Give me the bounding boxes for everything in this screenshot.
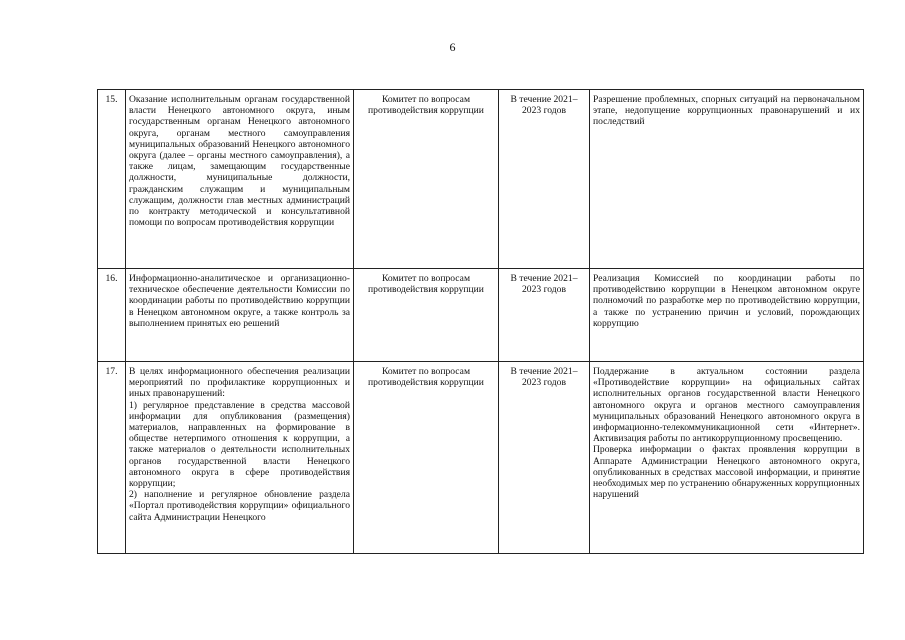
measure-item: 1) регулярное представление в средства массовой информации для опубликования (размещения) материалов, направленных на формирование в обществе нетерпимого отношения к коррупции, а также материалов о деятельности исполнительных органов государственной власти Ненецкого автономного округа в сфере противодействия коррупции; bbox=[129, 399, 350, 490]
result-paragraph: Поддержание в актуальном состоянии раздела «Противодействие коррупции» на официальных сайтах исполнительных органов государственной власти Ненецкого автономного округа и органов местного самоуправления муниципальных образований Ненецкого автономного округа в информационно-телекоммуникационной сети «Интернет». Активизация работы по антикоррупционному просвещению. bbox=[593, 366, 860, 445]
term-cell: В течение 2021–2023 годов bbox=[499, 269, 590, 362]
result-cell bbox=[590, 362, 864, 554]
table-row bbox=[98, 269, 864, 362]
row-number: 16. bbox=[98, 269, 126, 362]
responsible-cell: Комитет по вопросам противодействия коррупции bbox=[354, 90, 499, 269]
result-paragraph: Проверка информации о фактах проявления коррупции в Аппарате Администрации Ненецкого автономного округа, опубликованных в средствах массовой информации, и принятие необходимых мер по устранению обнаруженных коррупционных нарушений bbox=[593, 444, 860, 501]
responsible-cell: Комитет по вопросам противодействия коррупции bbox=[354, 362, 499, 554]
measure-intro: В целях информационного обеспечения реализации мероприятий по профилактике коррупционных и иных правонарушений: bbox=[129, 366, 350, 400]
table-row bbox=[98, 90, 864, 269]
responsible-cell: Комитет по вопросам противодействия коррупции bbox=[354, 269, 499, 362]
measure-cell bbox=[126, 362, 354, 554]
measure-item: 2) наполнение и регулярное обновление раздела «Портал противодействия коррупции» официального сайта Администрации Ненецкого bbox=[129, 489, 350, 523]
term-cell: В течение 2021–2023 годов bbox=[499, 362, 590, 554]
term-cell: В течение 2021–2023 годов bbox=[499, 90, 590, 269]
measure-cell: Оказание исполнительным органам государственной власти Ненецкого автономного округа, иным государственным органам Ненецкого автономного округа, органам местного самоуправления муниципальных образований Ненецкого автономного округа (далее – органы местного самоуправления), а также лицам, замещающим государственные должности, муниципальные должности, гражданским служащим и муниципальным служащим, должности глав местных администраций по контракту методической и консультативной помощи по вопросам противодействия коррупции bbox=[126, 90, 354, 269]
measures-table bbox=[97, 89, 864, 554]
result-cell: Реализация Комиссией по координации работы по противодействию коррупции в Ненецком автономном округе полномочий по разработке мер по противодействию коррупции, а также по устранению причин и условий, порождающих коррупцию bbox=[590, 269, 864, 362]
page-number: 6 bbox=[449, 40, 456, 54]
row-number: 17. bbox=[98, 362, 126, 554]
measure-cell: Информационно-аналитическое и организационно-техническое обеспечение деятельности Комиссии по координации работы по противодействию коррупции в Ненецком автономном округе, а также контроль за выполнением принятых ею решений bbox=[126, 269, 354, 362]
row-number: 15. bbox=[98, 90, 126, 269]
result-cell: Разрешение проблемных, спорных ситуаций на первоначальном этапе, недопущение коррупционных правонарушений и их последствий bbox=[590, 90, 864, 269]
table-row bbox=[98, 362, 864, 554]
